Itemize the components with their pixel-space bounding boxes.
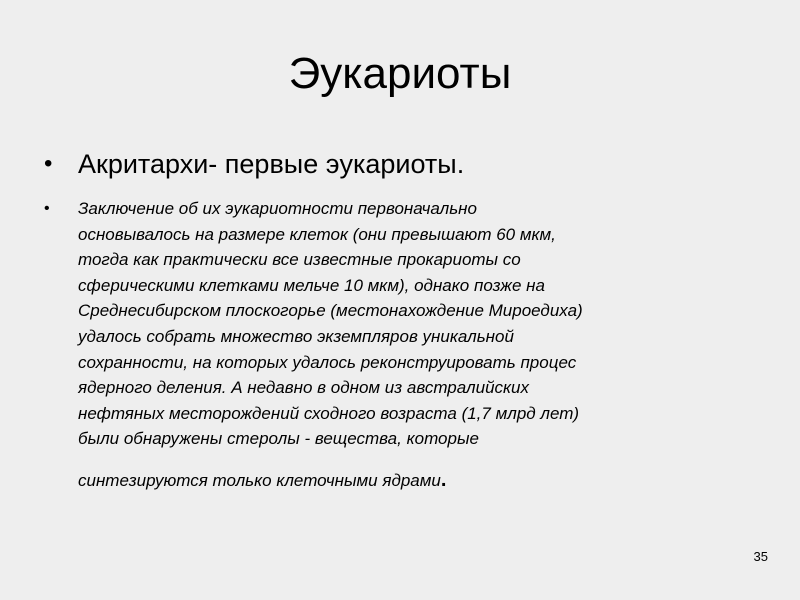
main-bullet <box>44 146 464 182</box>
text-line: нефтяных месторождений сходного возраста (1,7 млрд лет) <box>78 403 580 423</box>
page-number: 35 <box>753 549 768 564</box>
last-line-period: . <box>440 468 447 491</box>
text-line: ядерного деления. А недавно в одном из австралийских <box>78 378 530 398</box>
slide-title: Эукариоты <box>288 49 512 98</box>
text-line: сферическими клетками мельче 10 мкм), однако позже на <box>78 275 545 295</box>
text-line: сохранности, на которых удалось реконструировать процес <box>78 352 577 372</box>
sub-bullet <box>44 196 756 494</box>
text-line: тогда как практически все известные прокариоты со <box>78 250 521 270</box>
text-line: удалось собрать множество экземпляров уникальной <box>78 326 514 346</box>
bullet-dot: • <box>44 200 50 217</box>
text-line: Заключение об их эукариотности первоначально <box>78 199 477 218</box>
bullet-dot: • <box>44 150 53 177</box>
text-line: были обнаружены стеролы - вещества, которые <box>78 429 479 449</box>
sub-bullet-text <box>78 196 583 494</box>
text-line: основывалось на размере клеток (они превышают 60 мкм, <box>78 224 556 244</box>
main-bullet-text: Акритархи- первые эукариоты. <box>78 149 465 179</box>
last-line-text: синтезируются только клеточными ядрами <box>78 470 441 490</box>
text-line: Среднесибирском плоскогорье (местонахождение Мироедиха) <box>78 301 583 321</box>
text-line-last <box>78 468 583 494</box>
